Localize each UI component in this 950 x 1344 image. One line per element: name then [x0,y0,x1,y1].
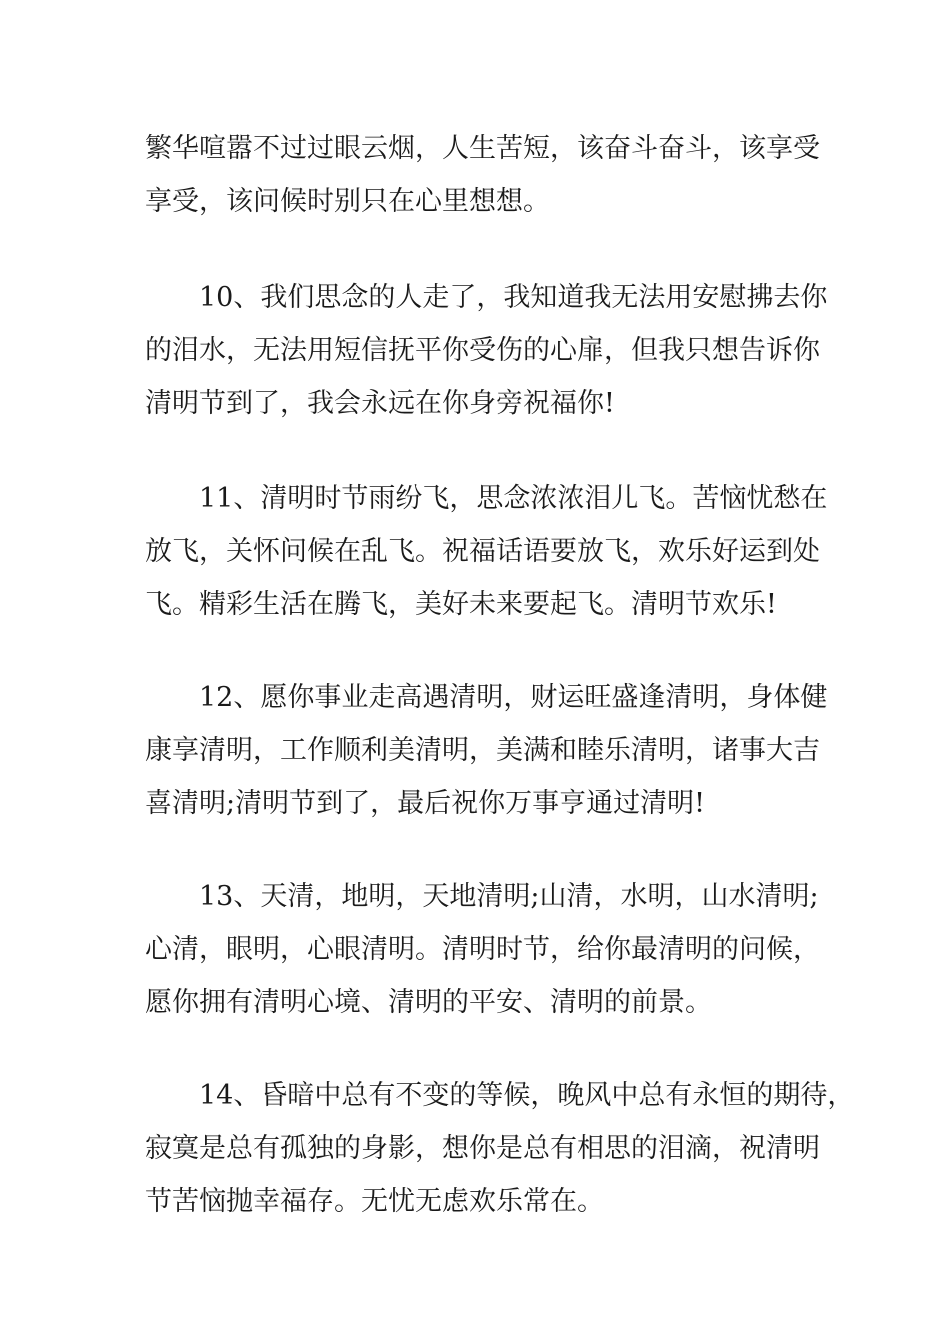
text-line: 喜清明;清明节到了，最后祝你万事亨通过清明! [145,788,705,819]
text-line: 13、天清，地明，天地清明;山清，水明，山水清明; [199,881,819,912]
text-line: 寂寞是总有孤独的身影，想你是总有相思的泪滴，祝清明 [145,1133,820,1164]
text-line: 10、我们思念的人走了，我知道我无法用安慰拂去你 [199,282,828,313]
paragraph-item-13 [145,870,820,1029]
text-line: 繁华喧嚣不过过眼云烟，人生苦短，该奋斗奋斗，该享受 [145,133,820,164]
text-line: 飞。精彩生活在腾飞，美好未来要起飞。清明节欢乐! [145,589,777,620]
text-line: 14、昏暗中总有不变的等候，晚风中总有永恒的期待， [199,1080,855,1111]
paragraph-continuation [145,122,820,228]
paragraph-item-12 [145,671,828,830]
paragraph-item-11 [145,472,828,631]
paragraph-item-10 [145,271,828,430]
text-line: 节苦恼抛幸福存。无忧无虑欢乐常在。 [145,1186,604,1217]
text-line: 康享清明，工作顺利美清明，美满和睦乐清明，诸事大吉 [145,735,820,766]
text-line: 清明节到了，我会永远在你身旁祝福你! [145,388,615,419]
text-line: 愿你拥有清明心境、清明的平安、清明的前景。 [145,987,712,1018]
text-line: 12、愿你事业走高遇清明，财运旺盛逢清明，身体健 [199,682,828,713]
text-line: 享受，该问候时别只在心里想想。 [145,186,550,217]
text-line: 放飞，关怀问候在乱飞。祝福话语要放飞，欢乐好运到处 [145,536,820,567]
paragraph-item-14 [145,1069,855,1228]
text-line: 心清，眼明，心眼清明。清明时节，给你最清明的问候， [145,934,820,965]
text-line: 的泪水，无法用短信抚平你受伤的心扉，但我只想告诉你 [145,335,820,366]
text-line: 11、清明时节雨纷飞，思念浓浓泪儿飞。苦恼忧愁在 [199,483,828,514]
